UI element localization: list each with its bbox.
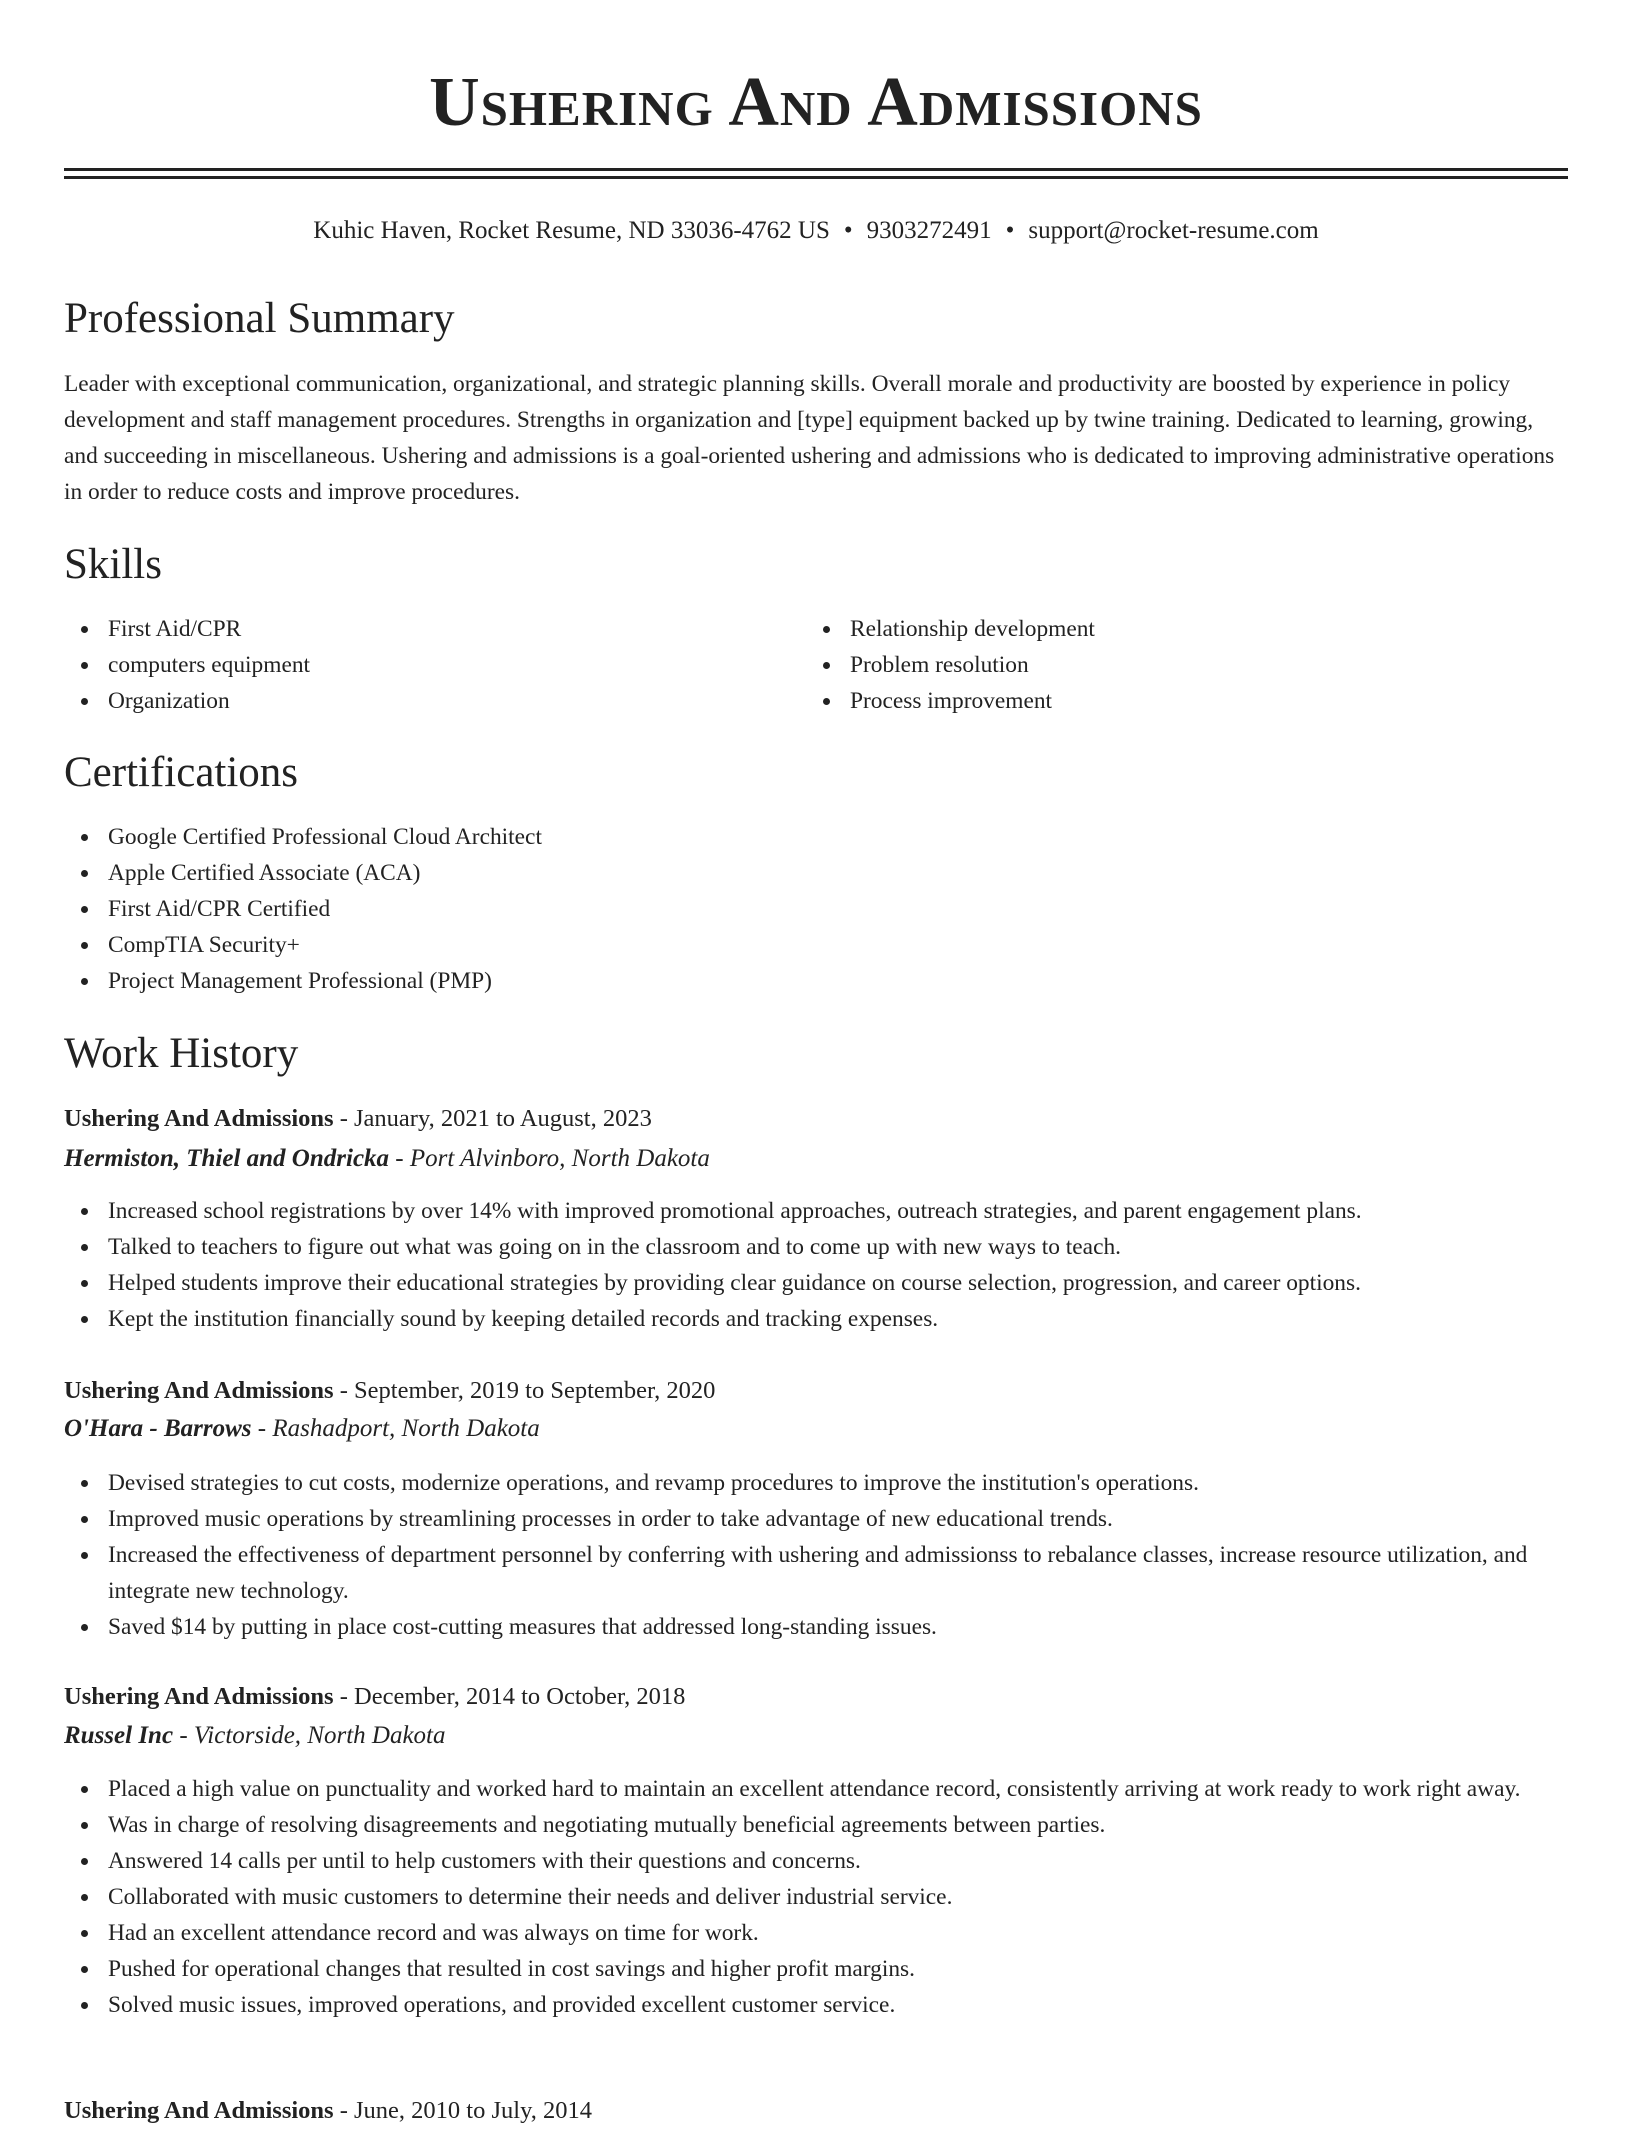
job-company-line: [64, 1141, 710, 1177]
contact-line: [64, 214, 1568, 248]
skills-list-right: [806, 611, 1566, 719]
skills-heading: Skills: [64, 541, 162, 588]
skill-item: computers equipment: [64, 647, 804, 683]
certification-item: Google Certified Professional Cloud Architect: [64, 819, 1564, 855]
job-bullet: Increased school registrations by over 14% with improved promotional approaches, outreach strategies, and parent engagement plans.: [64, 1193, 1574, 1229]
contact-separator: •: [1005, 217, 1015, 244]
job-bullet: Saved $14 by putting in place cost-cutting measures that addressed long-standing issues.: [64, 1609, 1574, 1645]
job-bullet: Increased the effectiveness of department personnel by conferring with ushering and admissionss to rebalance classes, increase resource utilization, and integrate new technology.: [64, 1537, 1574, 1609]
summary-heading: Professional Summary: [64, 295, 455, 342]
certification-item: Project Management Professional (PMP): [64, 963, 1564, 999]
job-company: Russel Inc: [64, 1722, 174, 1749]
contact-separator: •: [843, 217, 853, 244]
job-dates: - December, 2014 to October, 2018: [333, 1683, 686, 1710]
skill-item: Process improvement: [806, 683, 1566, 719]
job-title: Ushering And Admissions: [64, 2097, 334, 2124]
job-company: Hermiston, Thiel and Ondricka: [64, 1145, 390, 1172]
job-title: Ushering And Admissions: [64, 1377, 334, 1404]
certifications-heading: Certifications: [64, 749, 299, 796]
title-divider-bottom: [64, 176, 1568, 179]
job-bullets: [64, 1771, 1574, 2023]
skill-item: Relationship development: [806, 611, 1566, 647]
job-bullet: Had an excellent attendance record and was always on time for work.: [64, 1915, 1574, 1951]
job-header: [64, 2093, 592, 2129]
job-title: Ushering And Admissions: [64, 1683, 334, 1710]
job-header: [64, 1679, 685, 1715]
job-company-line: [64, 1411, 540, 1447]
resume-title: Ushering And Admissions: [429, 64, 1203, 141]
skill-item: Problem resolution: [806, 647, 1566, 683]
job-bullets: [64, 1465, 1574, 1645]
contact-email: support@rocket-resume.com: [1028, 217, 1319, 244]
certification-item: Apple Certified Associate (ACA): [64, 855, 1564, 891]
job-dates: - September, 2019 to September, 2020: [333, 1377, 716, 1404]
job-title: Ushering And Admissions: [64, 1105, 334, 1132]
job-bullet: Devised strategies to cut costs, modernize operations, and revamp procedures to improve the institution's operations.: [64, 1465, 1574, 1501]
work-history-heading: Work History: [64, 1030, 299, 1077]
job-bullet: Answered 14 calls per until to help customers with their questions and concerns.: [64, 1843, 1574, 1879]
certifications-list: [64, 819, 1564, 999]
job-dates: - January, 2021 to August, 2023: [333, 1105, 652, 1132]
job-bullet: Collaborated with music customers to determine their needs and deliver industrial service.: [64, 1879, 1574, 1915]
job-location: - Victorside, North Dakota: [173, 1722, 446, 1749]
job-bullet: Improved music operations by streamlining processes in order to take advantage of new educational trends.: [64, 1501, 1574, 1537]
job-dates: - June, 2010 to July, 2014: [333, 2097, 592, 2124]
job-location: - Rashadport, North Dakota: [251, 1415, 540, 1442]
job-bullet: Was in charge of resolving disagreements and negotiating mutually beneficial agreements between parties.: [64, 1807, 1574, 1843]
job-header: [64, 1101, 652, 1137]
contact-phone: 9303272491: [866, 217, 992, 244]
job-company-line: [64, 1718, 446, 1754]
job-bullet: Kept the institution financially sound by keeping detailed records and tracking expenses.: [64, 1301, 1574, 1337]
job-bullet: Pushed for operational changes that resulted in cost savings and higher profit margins.: [64, 1951, 1574, 1987]
job-company: O'Hara - Barrows: [64, 1415, 252, 1442]
job-bullet: Helped students improve their educational strategies by providing clear guidance on course selection, progression, and career options.: [64, 1265, 1574, 1301]
job-bullet: Solved music issues, improved operations, and provided excellent customer service.: [64, 1987, 1574, 2023]
certification-item: First Aid/CPR Certified: [64, 891, 1564, 927]
skill-item: Organization: [64, 683, 804, 719]
job-location: - Port Alvinboro, North Dakota: [389, 1145, 710, 1172]
job-bullets: [64, 1193, 1574, 1337]
job-header: [64, 1373, 715, 1409]
job-bullet: Talked to teachers to figure out what was going on in the classroom and to come up with new ways to teach.: [64, 1229, 1574, 1265]
title-divider-top: [64, 168, 1568, 171]
job-bullet: Placed a high value on punctuality and worked hard to maintain an excellent attendance record, consistently arriving at work ready to work right away.: [64, 1771, 1574, 1807]
certification-item: CompTIA Security+: [64, 927, 1564, 963]
skills-list-left: [64, 611, 804, 719]
skill-item: First Aid/CPR: [64, 611, 804, 647]
contact-address: Kuhic Haven, Rocket Resume, ND 33036-4762 US: [313, 217, 830, 244]
summary-text: Leader with exceptional communication, organizational, and strategic planning skills. Overall morale and productivity are boosted by experience in policy development and staff management procedures. Strengths in organization and [type] equipment backed up by twine training. Dedicated to learning, growing, and succeeding in miscellaneous. Ushering and admissions is a goal-oriented ushering and admissions who is dedicated to improving administrative operations in order to reduce costs and improve procedures.: [64, 371, 1555, 505]
